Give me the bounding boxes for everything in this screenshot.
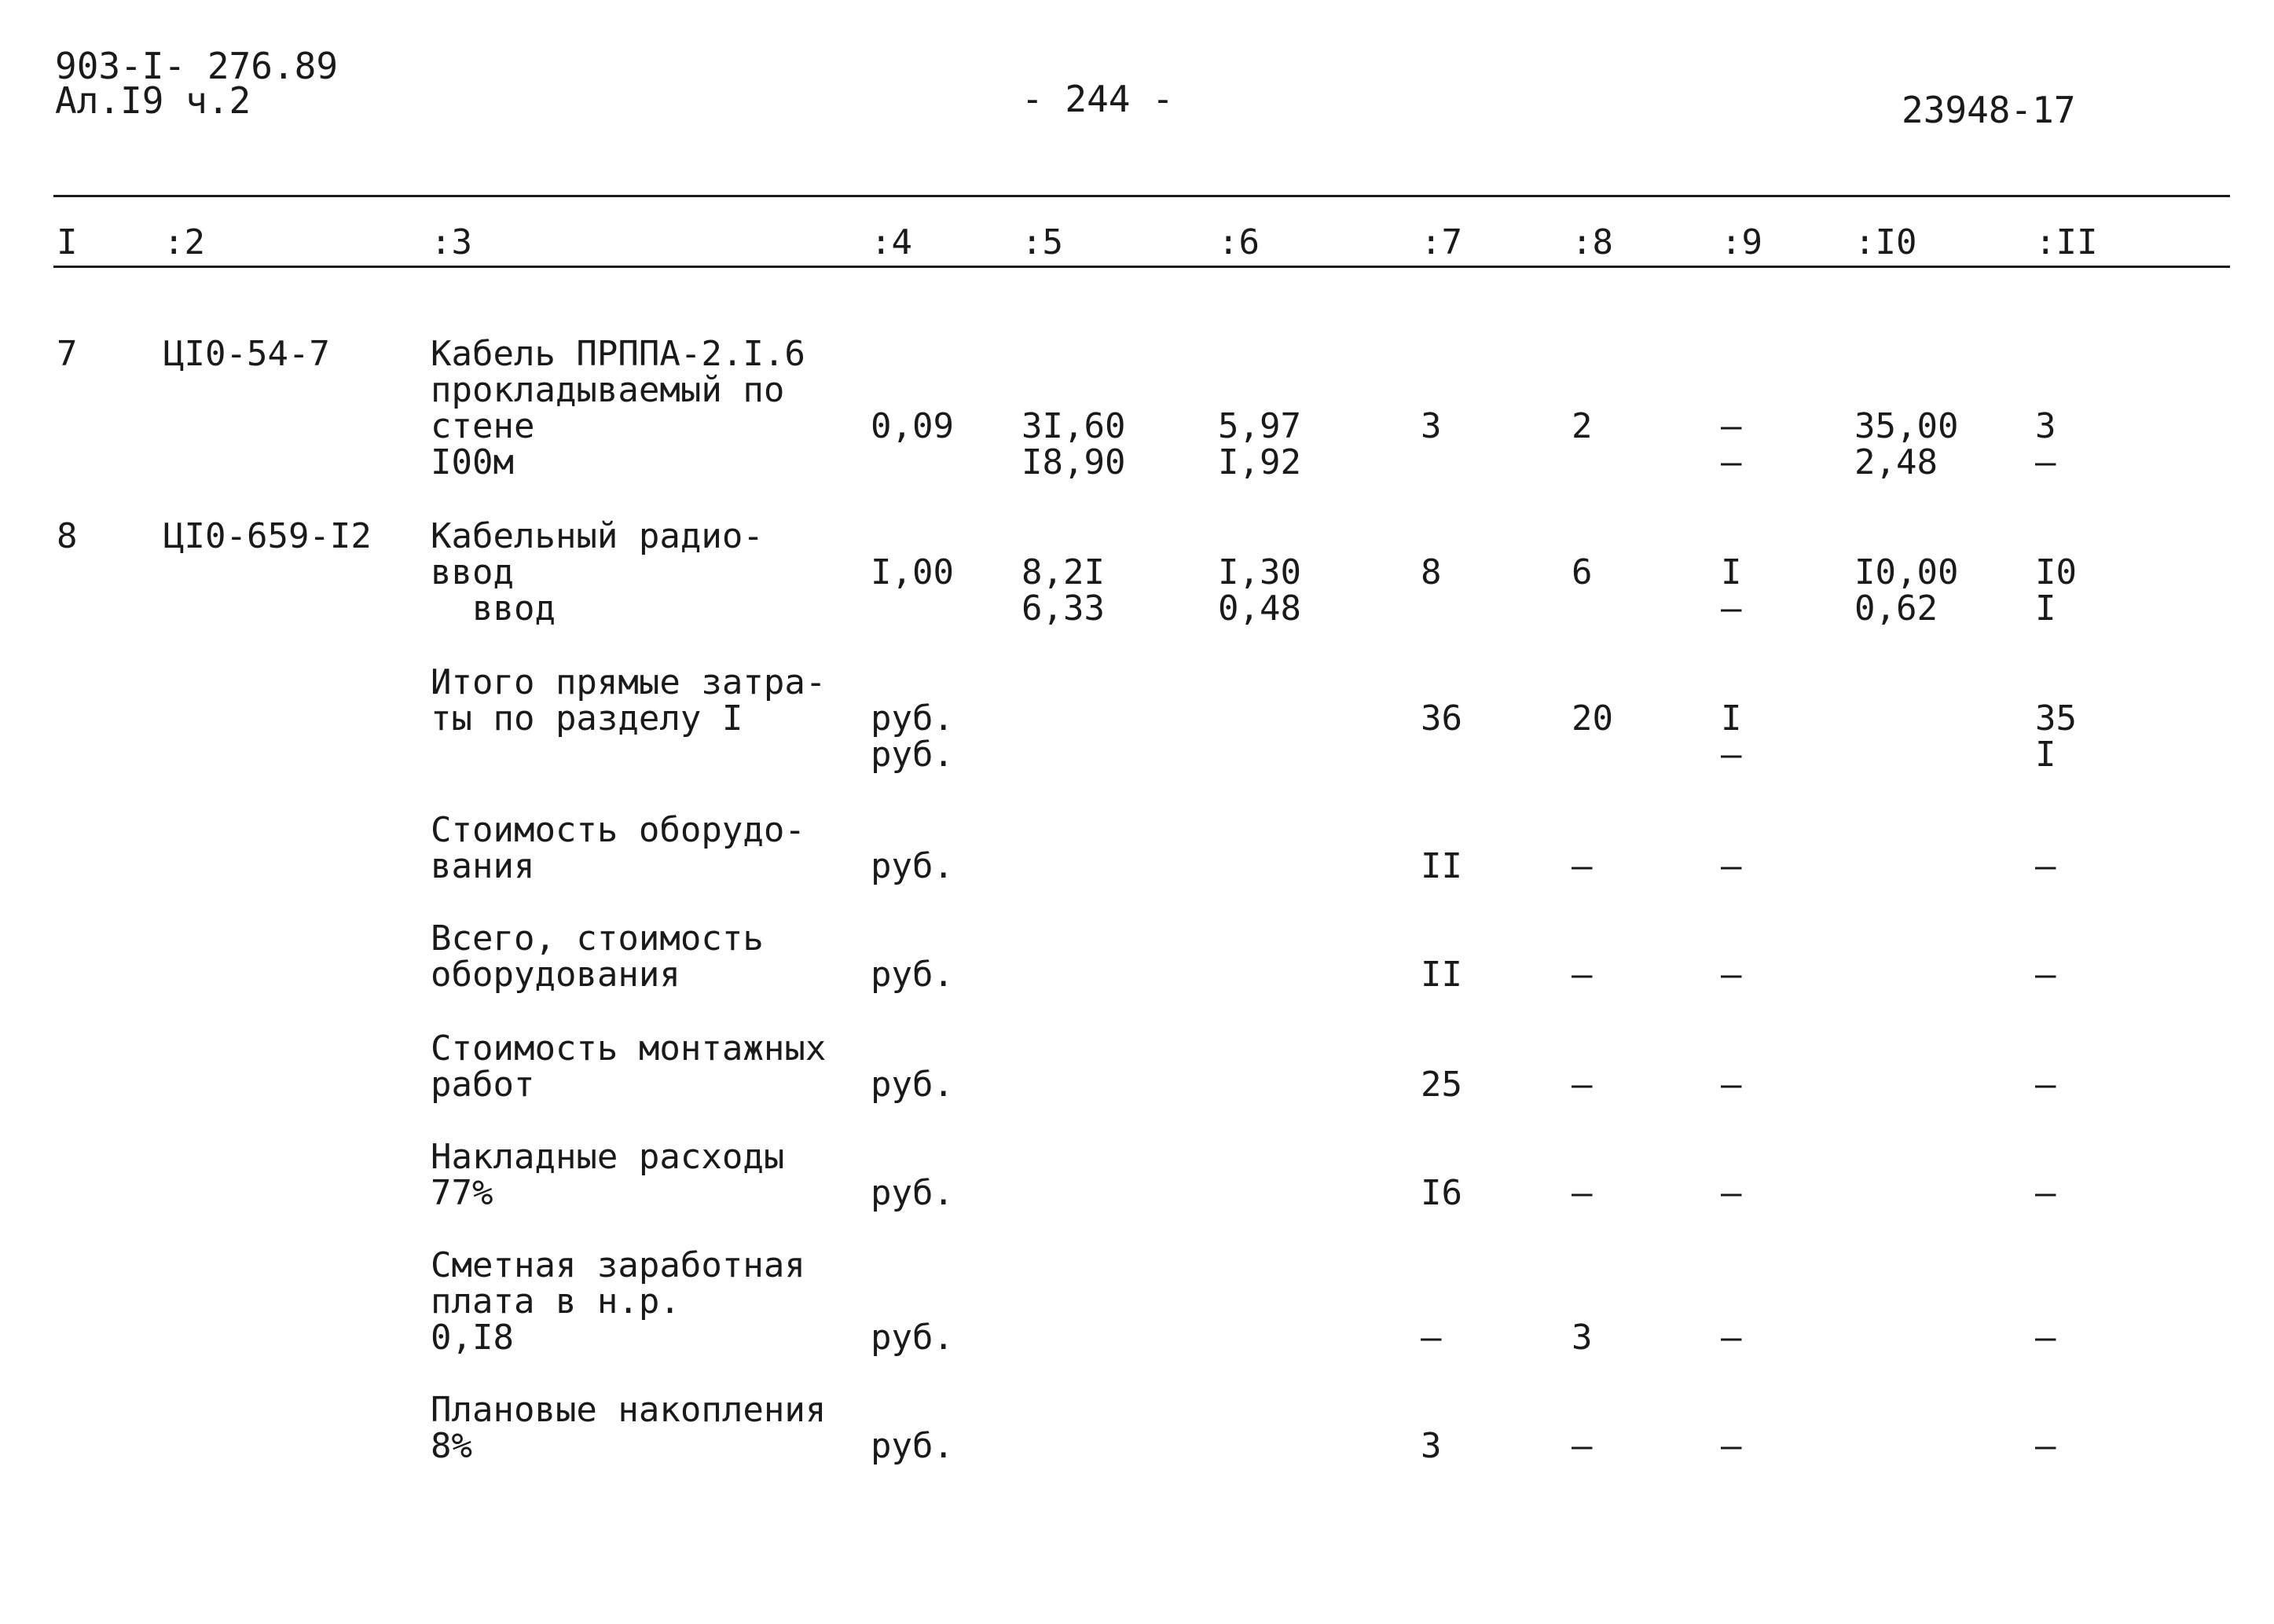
total-col10: I0,00 0,62 (1854, 552, 1959, 629)
column-header-10: :I0 (1854, 222, 1917, 262)
summary-col7: – (1421, 1318, 1442, 1358)
document-code: 903-I- 276.89 (55, 45, 339, 87)
unit-cost-col5: 3I,60 I8,90 (1021, 406, 1126, 482)
column-header-4: :4 (871, 222, 912, 262)
total-col8: 2 (1572, 406, 1593, 446)
total-col7: 8 (1421, 552, 1442, 592)
column-header-5: :5 (1021, 222, 1063, 262)
summary-col9: – (1721, 1173, 1742, 1213)
summary-unit: руб. (871, 1426, 954, 1466)
album-code: Ал.I9 ч.2 (55, 79, 251, 122)
summary-col11: – (2035, 1426, 2056, 1466)
row-number: 8 (57, 516, 78, 556)
total-col7: 3 (1421, 406, 1442, 446)
table-header-rule (53, 266, 2230, 268)
total-col10: 35,00 2,48 (1854, 406, 1959, 482)
column-header-9: :9 (1721, 222, 1762, 262)
column-header-1: I (57, 222, 78, 262)
summary-label-direct-costs: Итого прямые затра- ты по разделу I (431, 662, 827, 739)
summary-col11: – (2035, 1173, 2056, 1213)
quantity: I,00 (871, 552, 954, 592)
column-header-8: :8 (1572, 222, 1613, 262)
summary-col9: I – (1721, 698, 1742, 775)
summary-col7: 25 (1421, 1065, 1462, 1105)
summary-col8: 20 (1572, 698, 1613, 739)
summary-unit: руб. (871, 1173, 954, 1213)
price-code: ЦI0-54-7 (163, 334, 330, 374)
quantity: 0,09 (871, 406, 954, 446)
summary-col8: – (1572, 1065, 1593, 1105)
table-top-rule (53, 195, 2230, 197)
total-col11: I0 I (2035, 552, 2077, 629)
summary-col11: – (2035, 1318, 2056, 1358)
summary-col11: – (2035, 846, 2056, 886)
summary-label-planned-savings: Плановые накопления 8% (431, 1390, 827, 1466)
summary-label-total-equipment: Всего, стоимость оборудования (431, 918, 764, 995)
summary-col7: II (1421, 955, 1462, 995)
summary-col7: II (1421, 846, 1462, 886)
summary-col7: I6 (1421, 1173, 1462, 1213)
summary-unit: руб. руб. (871, 698, 954, 775)
work-description: Кабель ПРППА-2.I.6 прокладываемый по стене I00м (431, 334, 805, 482)
sheet-code: 23948-17 (1902, 89, 2076, 131)
summary-col9: – (1721, 1065, 1742, 1105)
summary-label-installation-cost: Стоимость монтажных работ (431, 1028, 827, 1105)
column-header-3: :3 (431, 222, 472, 262)
summary-unit: руб. (871, 955, 954, 995)
summary-col8: – (1572, 955, 1593, 995)
summary-col8: – (1572, 1173, 1593, 1213)
total-col9: I – (1721, 552, 1742, 629)
summary-col9: – (1721, 1318, 1742, 1358)
summary-col9: – (1721, 846, 1742, 886)
summary-unit: руб. (871, 846, 954, 886)
summary-col8: – (1572, 846, 1593, 886)
work-description: Кабельный радио- ввод ввод (431, 516, 764, 629)
column-header-7: :7 (1421, 222, 1462, 262)
column-header-6: :6 (1218, 222, 1260, 262)
summary-label-estimated-wages: Сметная заработная плата в н.р. 0,I8 (431, 1245, 805, 1358)
summary-col8: – (1572, 1426, 1593, 1466)
summary-col9: – (1721, 1426, 1742, 1466)
total-col8: 6 (1572, 552, 1593, 592)
summary-col11: – (2035, 1065, 2056, 1105)
price-code: ЦI0-659-I2 (163, 516, 372, 556)
summary-col11: – (2035, 955, 2056, 995)
total-col9: – – (1721, 406, 1742, 482)
summary-col7: 3 (1421, 1426, 1442, 1466)
summary-col7: 36 (1421, 698, 1462, 739)
summary-label-equipment-cost: Стоимость оборудо- вания (431, 810, 805, 886)
unit-cost-col6: 5,97 I,92 (1218, 406, 1301, 482)
summary-col8: 3 (1572, 1318, 1593, 1358)
summary-unit: руб. (871, 1065, 954, 1105)
summary-unit: руб. (871, 1318, 954, 1358)
row-number: 7 (57, 334, 78, 374)
page-number: - 244 - (1021, 78, 1174, 120)
summary-label-overhead: Накладные расходы 77% (431, 1137, 785, 1213)
summary-col11: 35 I (2035, 698, 2077, 775)
column-header-2: :2 (163, 222, 205, 262)
unit-cost-col6: I,30 0,48 (1218, 552, 1301, 629)
unit-cost-col5: 8,2I 6,33 (1021, 552, 1105, 629)
total-col11: 3 – (2035, 406, 2056, 482)
column-header-11: :II (2035, 222, 2098, 262)
summary-col9: – (1721, 955, 1742, 995)
